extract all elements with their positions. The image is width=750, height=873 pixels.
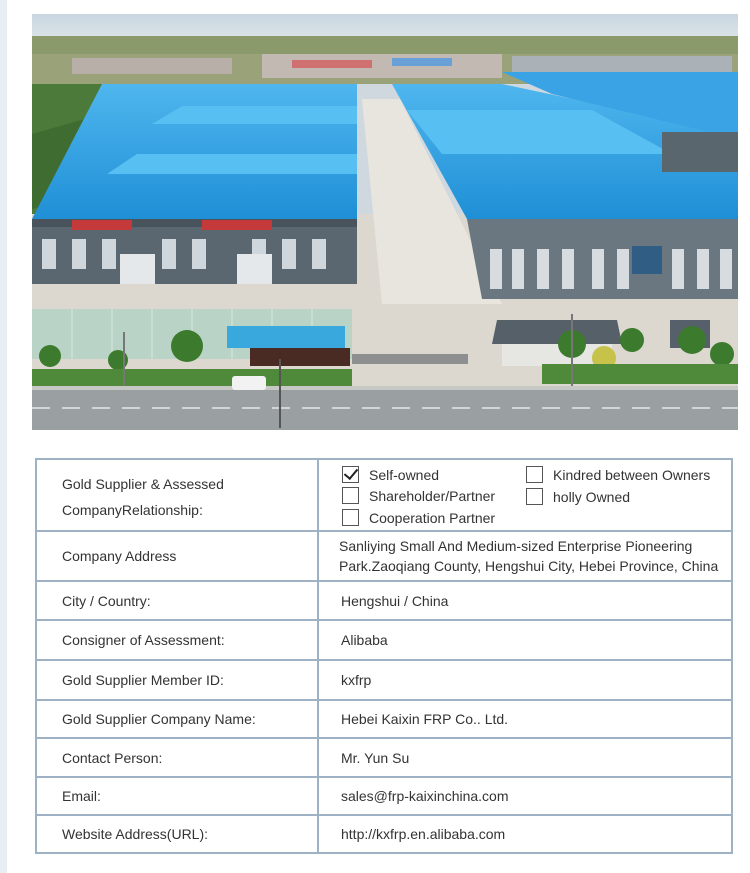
city-country-value: Hengshui / China: [318, 581, 732, 620]
website-value[interactable]: http://kxfrp.en.alibaba.com: [318, 815, 732, 853]
company-address-line1: Sanliying Small And Medium-sized Enterprise Pioneering: [339, 538, 693, 554]
company-address-value: [318, 531, 732, 581]
option-holly-owned[interactable]: [526, 488, 630, 505]
option-kindred-between-owners[interactable]: [526, 466, 710, 483]
company-name-value: Hebei Kaixin FRP Co.. Ltd.: [318, 700, 732, 738]
relationship-label-line2: CompanyRelationship:: [62, 501, 203, 518]
consigner-value: Alibaba: [318, 620, 732, 660]
table-row: [36, 660, 732, 700]
company-name-label: Gold Supplier Company Name:: [36, 700, 318, 738]
option-cooperation-partner[interactable]: [342, 509, 495, 526]
table-row: [36, 581, 732, 620]
contact-person-label: Contact Person:: [36, 738, 318, 777]
company-address-line2: Park.Zaoqiang County, Hengshui City, Hebei Province, China: [339, 558, 719, 574]
company-address-label: Company Address: [36, 531, 318, 581]
option-label: Cooperation Partner: [369, 509, 496, 526]
checkbox-icon[interactable]: [342, 487, 359, 504]
table-row: [36, 738, 732, 777]
checkbox-checked-icon[interactable]: [342, 466, 359, 483]
city-country-label: City / Country:: [36, 581, 318, 620]
relationship-options: [318, 459, 732, 531]
option-label: holly Owned: [553, 488, 631, 505]
website-label: Website Address(URL):: [36, 815, 318, 853]
contact-person-value: Mr. Yun Su: [318, 738, 732, 777]
table-row: [36, 700, 732, 738]
option-self-owned[interactable]: [342, 466, 439, 483]
option-label: Shareholder/Partner: [369, 487, 496, 504]
table-row: [36, 531, 732, 581]
table-row: [36, 620, 732, 660]
table-row: [36, 777, 732, 815]
checkbox-icon[interactable]: [342, 509, 359, 526]
table-row: [36, 459, 732, 531]
relationship-label: [36, 459, 318, 531]
member-id-value: kxfrp: [318, 660, 732, 700]
checkbox-icon[interactable]: [526, 488, 543, 505]
email-label: Email:: [36, 777, 318, 815]
relationship-label-line1: Gold Supplier & Assessed: [62, 475, 224, 492]
member-id-label: Gold Supplier Member ID:: [36, 660, 318, 700]
option-shareholder-partner[interactable]: [342, 487, 495, 504]
factory-aerial-photo: [32, 14, 738, 430]
option-label: Kindred between Owners: [553, 466, 711, 483]
checkbox-icon[interactable]: [526, 466, 543, 483]
option-label: Self-owned: [369, 466, 440, 483]
email-value[interactable]: sales@frp-kaixinchina.com: [318, 777, 732, 815]
supplier-info-table: [35, 458, 733, 854]
consigner-label: Consigner of Assessment:: [36, 620, 318, 660]
table-row: [36, 815, 732, 853]
